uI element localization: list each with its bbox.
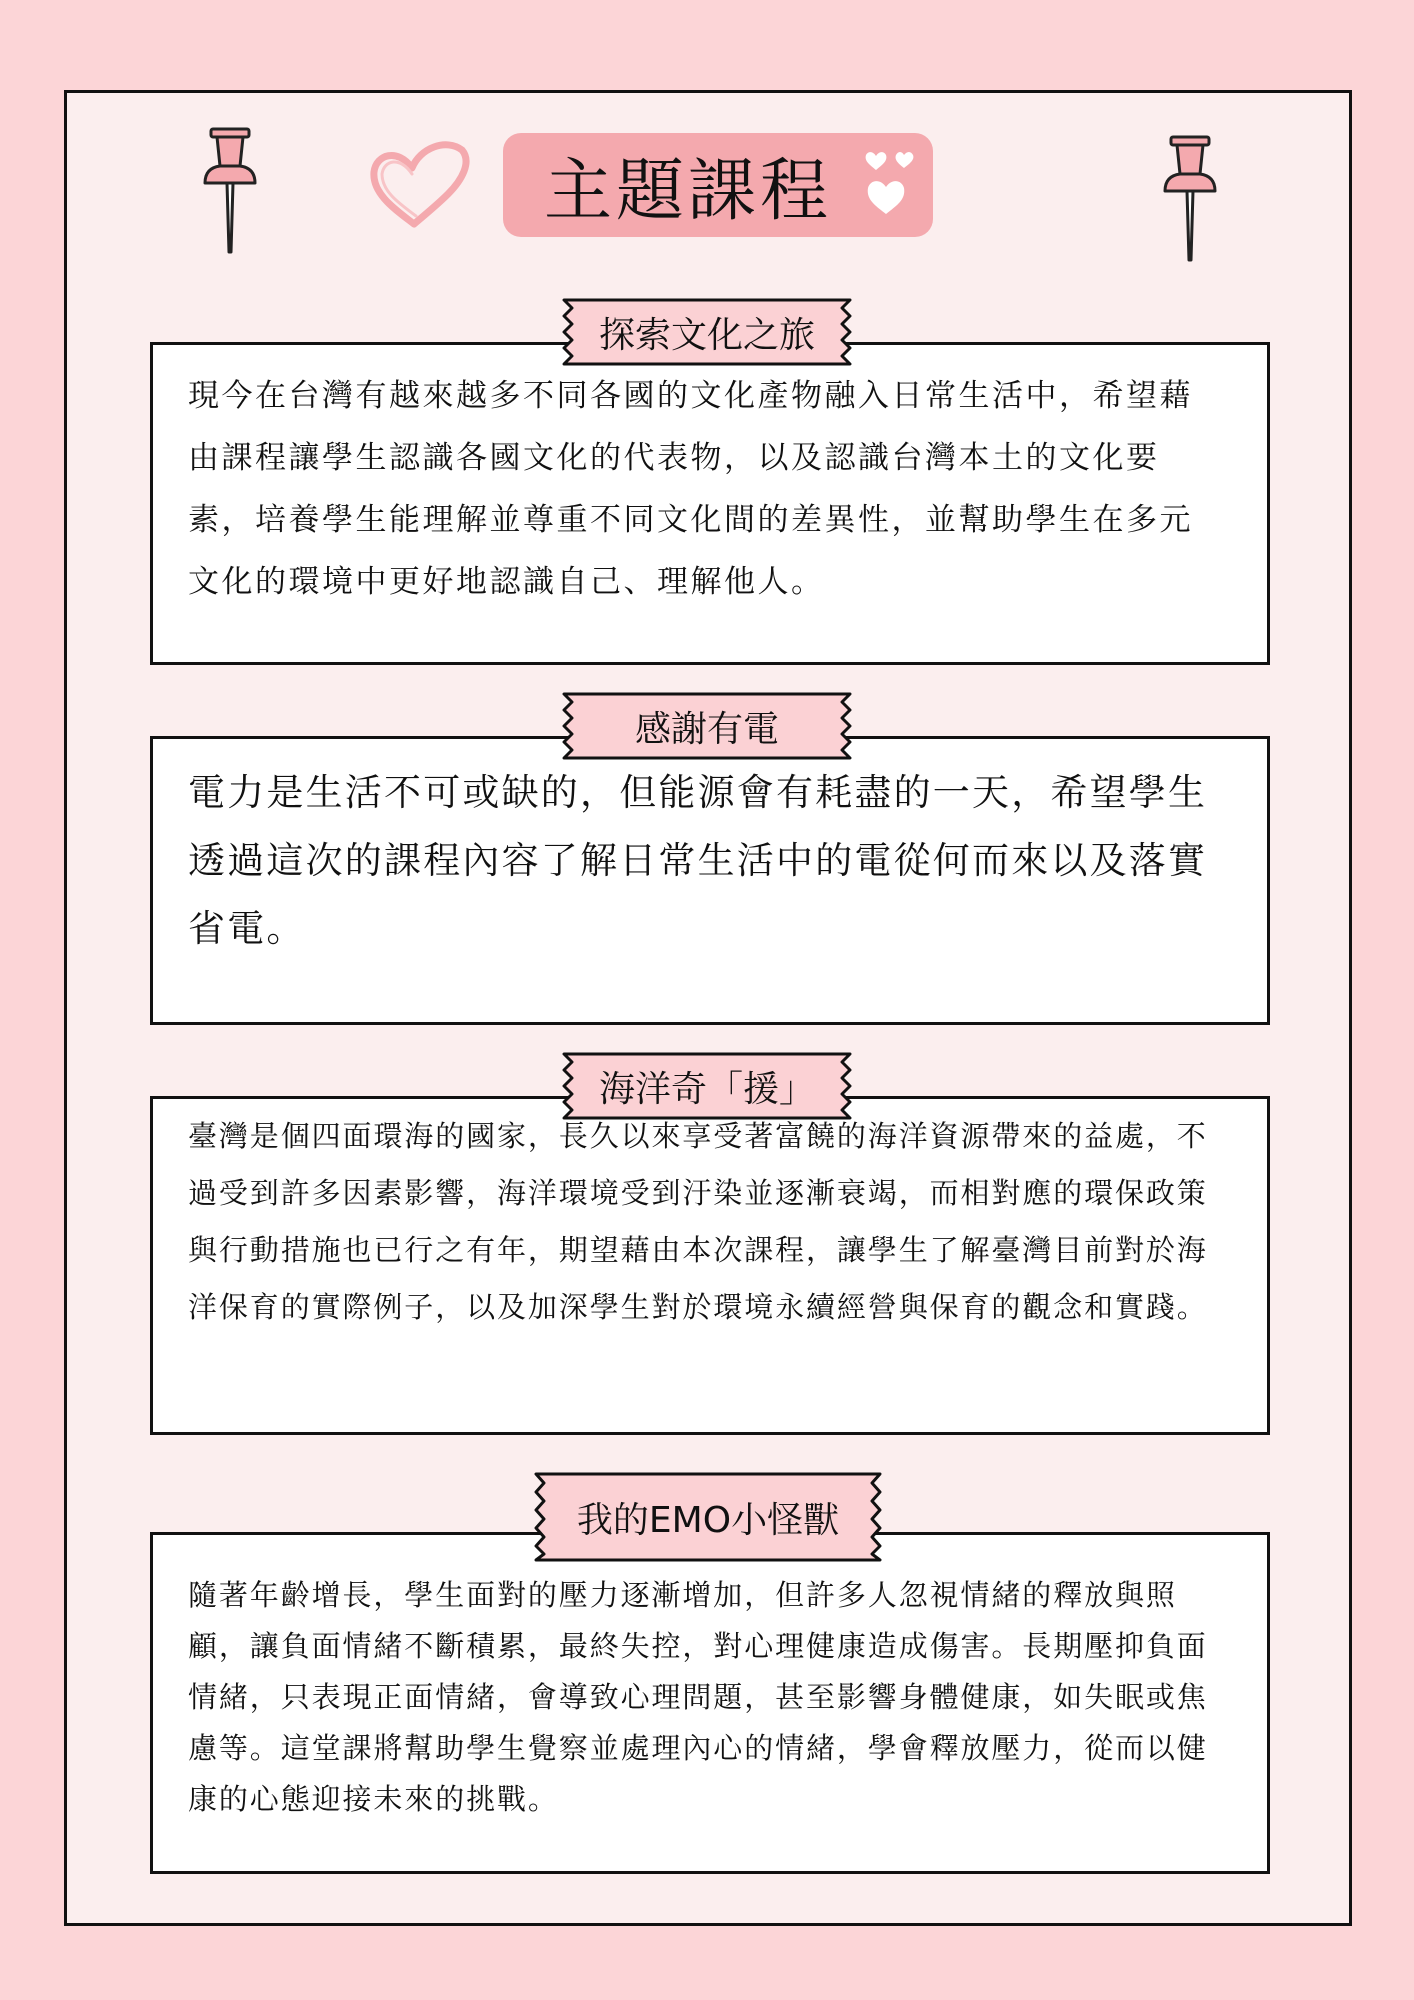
section-3-text: 臺灣是個四面環海的國家，長久以來享受著富饒的海洋資源帶來的益處，不過受到許多因素影響，海洋環境受到汙染並逐漸衰竭，而相對應的環保政策與行動措施也已行之有年，期望藉由本次課程，讓學生了解臺灣目前對於海洋保育的實際例子，以及加深學生對於環境永續經營與保育的觀念和實踐。 [188,1119,1208,1324]
section-1-title: 探索文化之旅 [598,314,815,356]
section-2-text: 電力是生活不可或缺的，但能源會有耗盡的一天，希望學生透過這次的課程內容了解日常生活中的電從何而來以及落實省電。 [188,771,1208,950]
section-4-box [150,1532,1270,1874]
section-2-box [150,736,1270,1025]
section-4-title: 我的EMO小怪獸 [576,1499,840,1541]
section-3-title: 海洋奇「援」 [598,1068,815,1110]
section-1-box [150,342,1270,665]
section-3-box [150,1096,1270,1435]
section-2-label [560,692,854,760]
section-1-text: 現今在台灣有越來越多不同各國的文化產物融入日常生活中，希望藉由課程讓學生認識各國文化的代表物，以及認識台灣本土的文化要素，培養學生能理解並尊重不同文化間的差異性，並幫助學生在多元文化的環境中更好地認識自己、理解他人。 [188,378,1193,600]
section-4-text: 隨著年齡增長，學生面對的壓力逐漸增加，但許多人忽視情緒的釋放與照顧，讓負面情緒不斷積累，最終失控，對心理健康造成傷害。長期壓抑負面情緒，只表現正面情緒，會導致心理問題，甚至影響身體健康，如失眠或焦慮等。這堂課將幫助學生覺察並處理內心的情緒，學會釋放壓力，從而以健康的心態迎接未來的挑戰。 [188,1578,1208,1816]
pushpin-icon [1160,132,1220,268]
heart-outline-icon [366,138,472,234]
page-title: 主題課程 [543,151,832,231]
section-3-label [560,1052,854,1120]
small-hearts-icon [862,150,922,220]
pushpin-icon [200,126,260,258]
section-2-title: 感謝有電 [634,708,779,750]
section-1-label [560,298,854,366]
section-4-label [532,1472,884,1562]
